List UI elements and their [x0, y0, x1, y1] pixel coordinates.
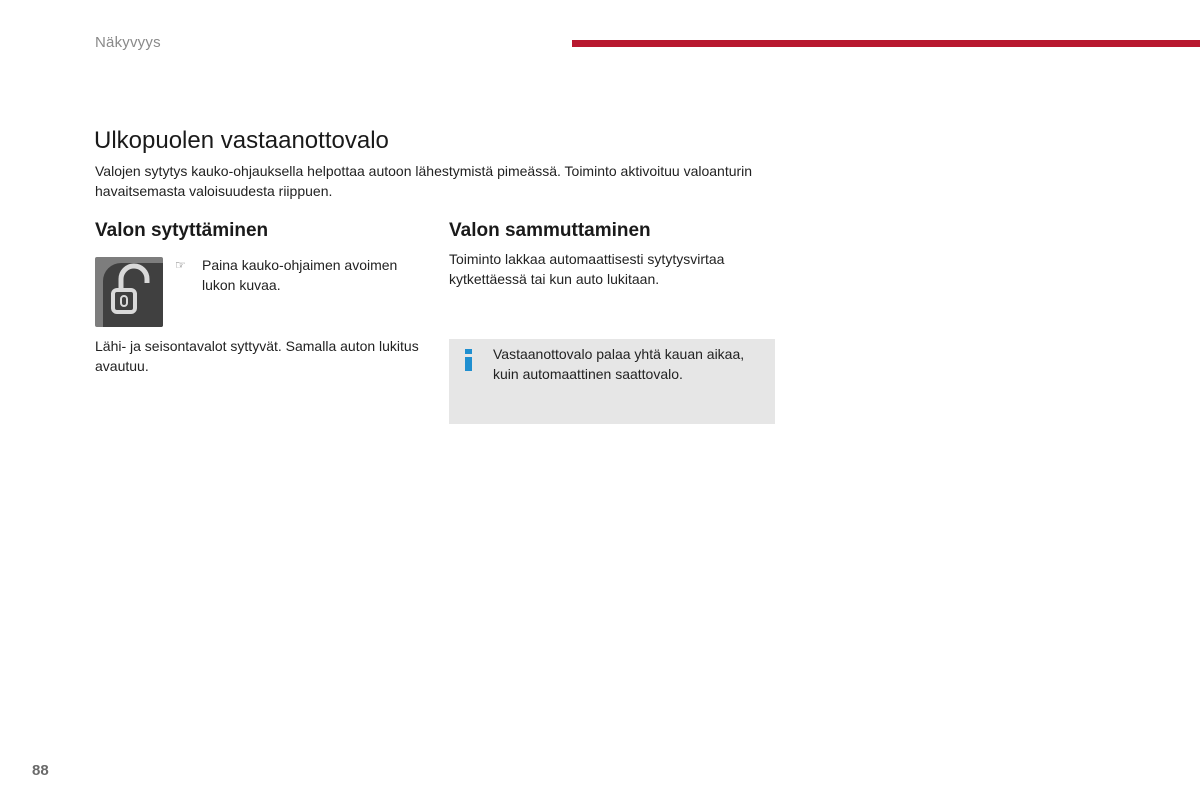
remote-key-image	[95, 257, 163, 327]
page-title: Ulkopuolen vastaanottovalo	[94, 127, 389, 154]
right-paragraph: Toiminto lakkaa automaattisesti sytytysvirtaa kytkettäessä tai kun auto lukitaan.	[449, 251, 725, 287]
section-label: Näkyvyys	[95, 34, 161, 51]
info-box	[449, 339, 775, 424]
bullet-text: Paina kauko-ohjaimen avoimen lukon kuvaa.	[202, 257, 398, 293]
page-number: 88	[32, 762, 49, 779]
header-accent-bar	[572, 40, 1200, 47]
right-section-heading: Valon sammuttaminen	[449, 220, 651, 241]
pointing-hand-icon: ☞	[175, 258, 186, 272]
unlock-padlock-icon	[95, 257, 163, 327]
intro-paragraph: Valojen sytytys kauko-ohjauksella helpottaa autoon lähestymistä pimeässä. Toiminto aktivoituu valoanturin havaitsemasta valoisuudesta riippuen.	[95, 163, 753, 199]
info-text: Vastaanottovalo palaa yhtä kauan aikaa, kuin automaattinen saattovalo.	[493, 346, 745, 382]
info-icon	[463, 349, 475, 371]
left-section-heading: Valon sytyttäminen	[95, 220, 269, 241]
left-paragraph: Lähi- ja seisontavalot syttyvät. Samalla auton lukitus avautuu.	[95, 338, 419, 374]
